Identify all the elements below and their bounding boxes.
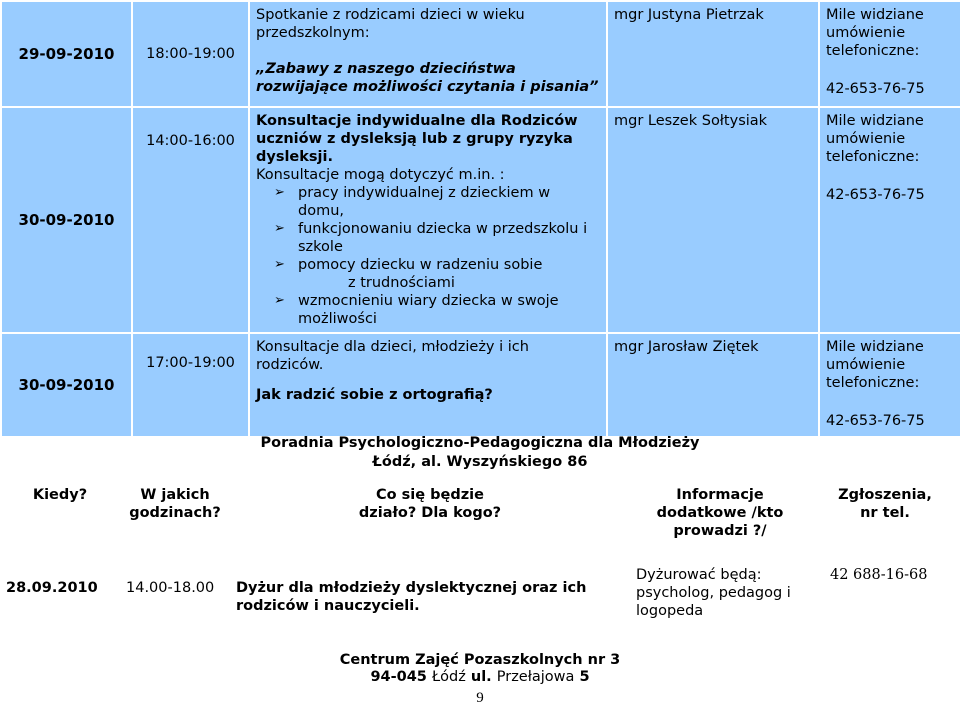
list-item: ➢ funkcjonowaniu dziecka w przedszkolu i szkole [256, 220, 600, 256]
list-item: ➢ wzmocnieniu wiary dziecka w swoje możliwości [256, 292, 600, 328]
topic-list [256, 184, 600, 328]
event-contact: Mile widziane umówienie telefoniczne: 42-653-76-75 [819, 1, 960, 107]
table-row [0, 563, 960, 643]
duty-table [0, 483, 960, 643]
duty-description: Dyżur dla młodzieży dyslektycznej oraz ich rodziców i nauczycieli. [236, 580, 587, 614]
duty-time: 14.00-18.00 [126, 580, 215, 596]
table-row [1, 333, 960, 437]
event-description: Konsultacje dla dzieci, młodzieży i ich rodziców. Jak radzić sobie z ortografią? [249, 333, 607, 437]
duty-date: 28.09.2010 [6, 580, 98, 596]
event-time: 18:00-19:00 [132, 1, 249, 107]
event-contact: Mile widziane umówienie telefoniczne: 42-653-76-75 [819, 107, 960, 333]
column-header-what: Co się będzie działo? Dla kogo? [358, 487, 502, 521]
column-header-when: Kiedy? [32, 487, 88, 503]
table-row [1, 107, 960, 333]
event-time: 17:00-19:00 [132, 333, 249, 437]
column-header-info: Informacje dodatkowe /kto prowadzi ?/ [656, 487, 784, 539]
table-header-row [0, 483, 960, 563]
center-address: 94-045 Łódź ul. Przełajowa 5 [370, 669, 590, 685]
event-person: mgr Leszek Sołtysiak [607, 107, 819, 333]
event-date: 30-09-2010 [1, 107, 132, 333]
column-header-hours: W jakich godzinach? [129, 487, 221, 521]
center-heading: Centrum Zajęć Pozaszkolnych nr 3 [339, 652, 621, 668]
section-address: Łódź, al. Wyszyńskiego 86 [372, 454, 588, 470]
table-row [1, 1, 960, 107]
page-number: 9 [476, 690, 484, 706]
event-time: 14:00-16:00 [132, 107, 249, 333]
event-date: 30-09-2010 [1, 333, 132, 437]
list-item: ➢ pracy indywidualnej z dzieckiem w domu, [256, 184, 600, 220]
event-date: 29-09-2010 [1, 1, 132, 107]
list-item: ➢ pomocy dziecku w radzeniu sobie z trudnościami [256, 256, 600, 292]
event-description: Spotkanie z rodzicami dzieci w wieku przedszkolnym: „Zabawy z naszego dzieciństwa rozwijające możliwości czytania i pisania” [249, 1, 607, 107]
duty-info: Dyżurować będą: psycholog, pedagog i logopeda [636, 567, 791, 619]
event-person: mgr Justyna Pietrzak [607, 1, 819, 107]
duty-phone: 42 688-16-68 [830, 567, 928, 583]
section-heading: Poradnia Psychologiczno-Pedagogiczna dla Młodzieży [260, 435, 700, 451]
event-description: Konsultacje indywidualne dla Rodziców uczniów z dysleksją lub z grupy ryzyka dysleksji. Konsultacje mogą dotyczyć m.in. : ➢ pracy indywidualnej z dzieckiem w domu, ➢ funkcjonowaniu dziecka w przedszkolu i szkole ➢ pomocy dziecku w radzeniu sobie z trudnościami ➢ wzmocnieniu wiary dziecka w swoje możliwości [249, 107, 607, 333]
column-header-signup: Zgłoszenia, nr tel. [838, 487, 932, 521]
event-person: mgr Jarosław Ziętek [607, 333, 819, 437]
event-contact: Mile widziane umówienie telefoniczne: 42-653-76-75 [819, 333, 960, 437]
